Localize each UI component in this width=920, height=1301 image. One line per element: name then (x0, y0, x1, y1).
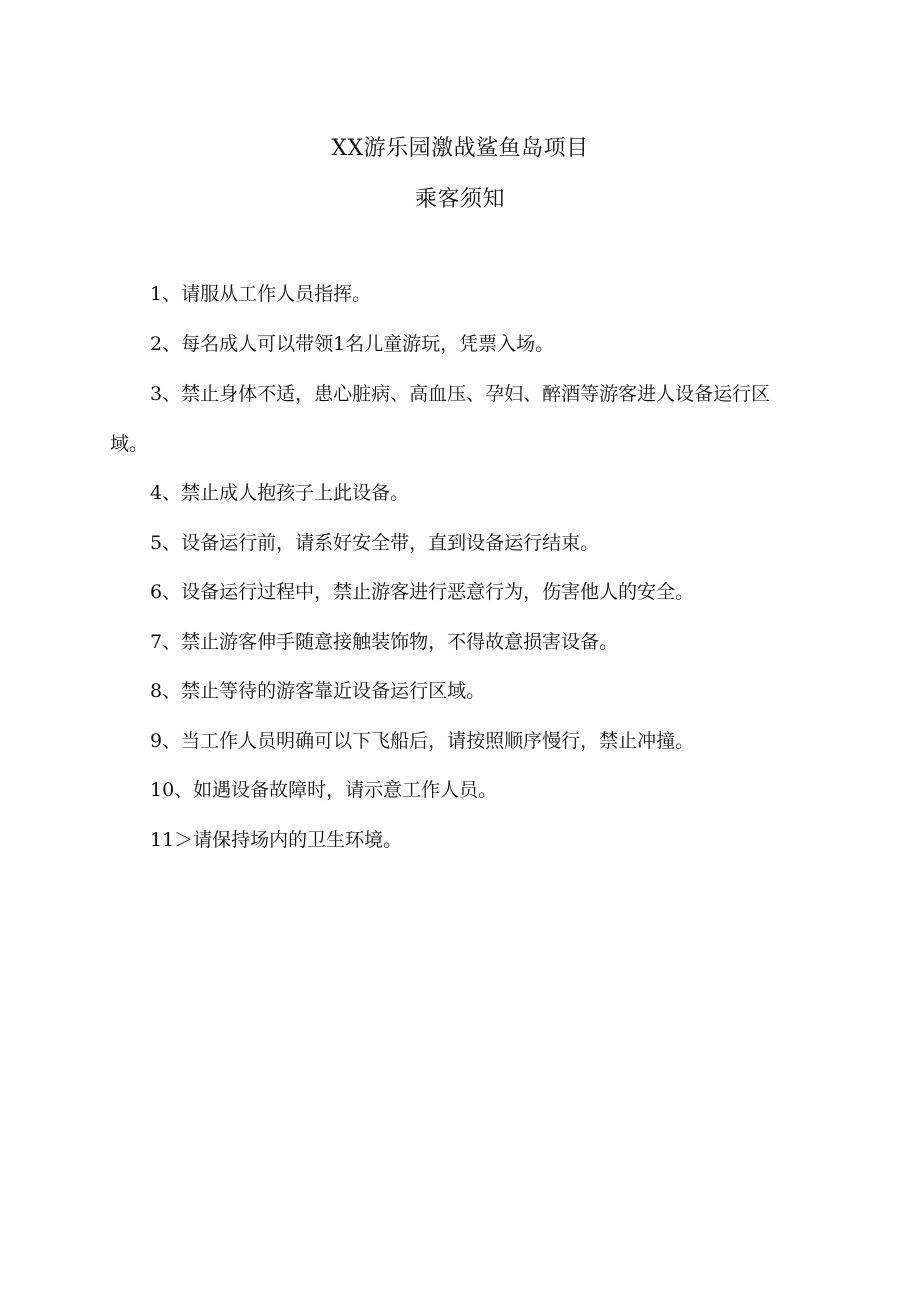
notice-item-2: 2、每名成人可以带领1名儿童游玩，凭票入场。 (150, 332, 555, 355)
document-title: XX游乐园激战鲨鱼岛项目 (331, 136, 589, 161)
document-subtitle: 乘客须知 (414, 187, 505, 212)
notice-item-8: 8、禁止等待的游客靠近设备运行区域。 (150, 680, 486, 702)
notice-item-11: 11＞请保持场内的卫生环境。 (150, 828, 403, 851)
notice-item-4: 4、禁止成人抱孩子上此设备。 (150, 482, 410, 504)
notice-item-1: 1、请服从工作人员指挥。 (150, 283, 372, 305)
notice-item-7: 7、禁止游客伸手随意接触装饰物，不得故意损害设备。 (150, 630, 619, 653)
notice-item-3: 3、禁止身体不适，患心脏病、高血压、孕妇、醉酒等游客进人设备运行区域。 (110, 383, 771, 455)
notice-item-10: 10、如遇设备故障时，请示意工作人员。 (150, 779, 498, 801)
notice-item-5: 5、设备运行前，请系好安全带，直到设备运行结束。 (150, 531, 600, 554)
notice-item-6: 6、设备运行过程中，禁止游客进行恶意行为，伤害他人的安全。 (150, 581, 695, 603)
notice-item-9: 9、当工作人员明确可以下飞船后，请按照顺序慢行，禁止冲撞。 (150, 729, 695, 752)
notice-list (110, 280, 800, 875)
